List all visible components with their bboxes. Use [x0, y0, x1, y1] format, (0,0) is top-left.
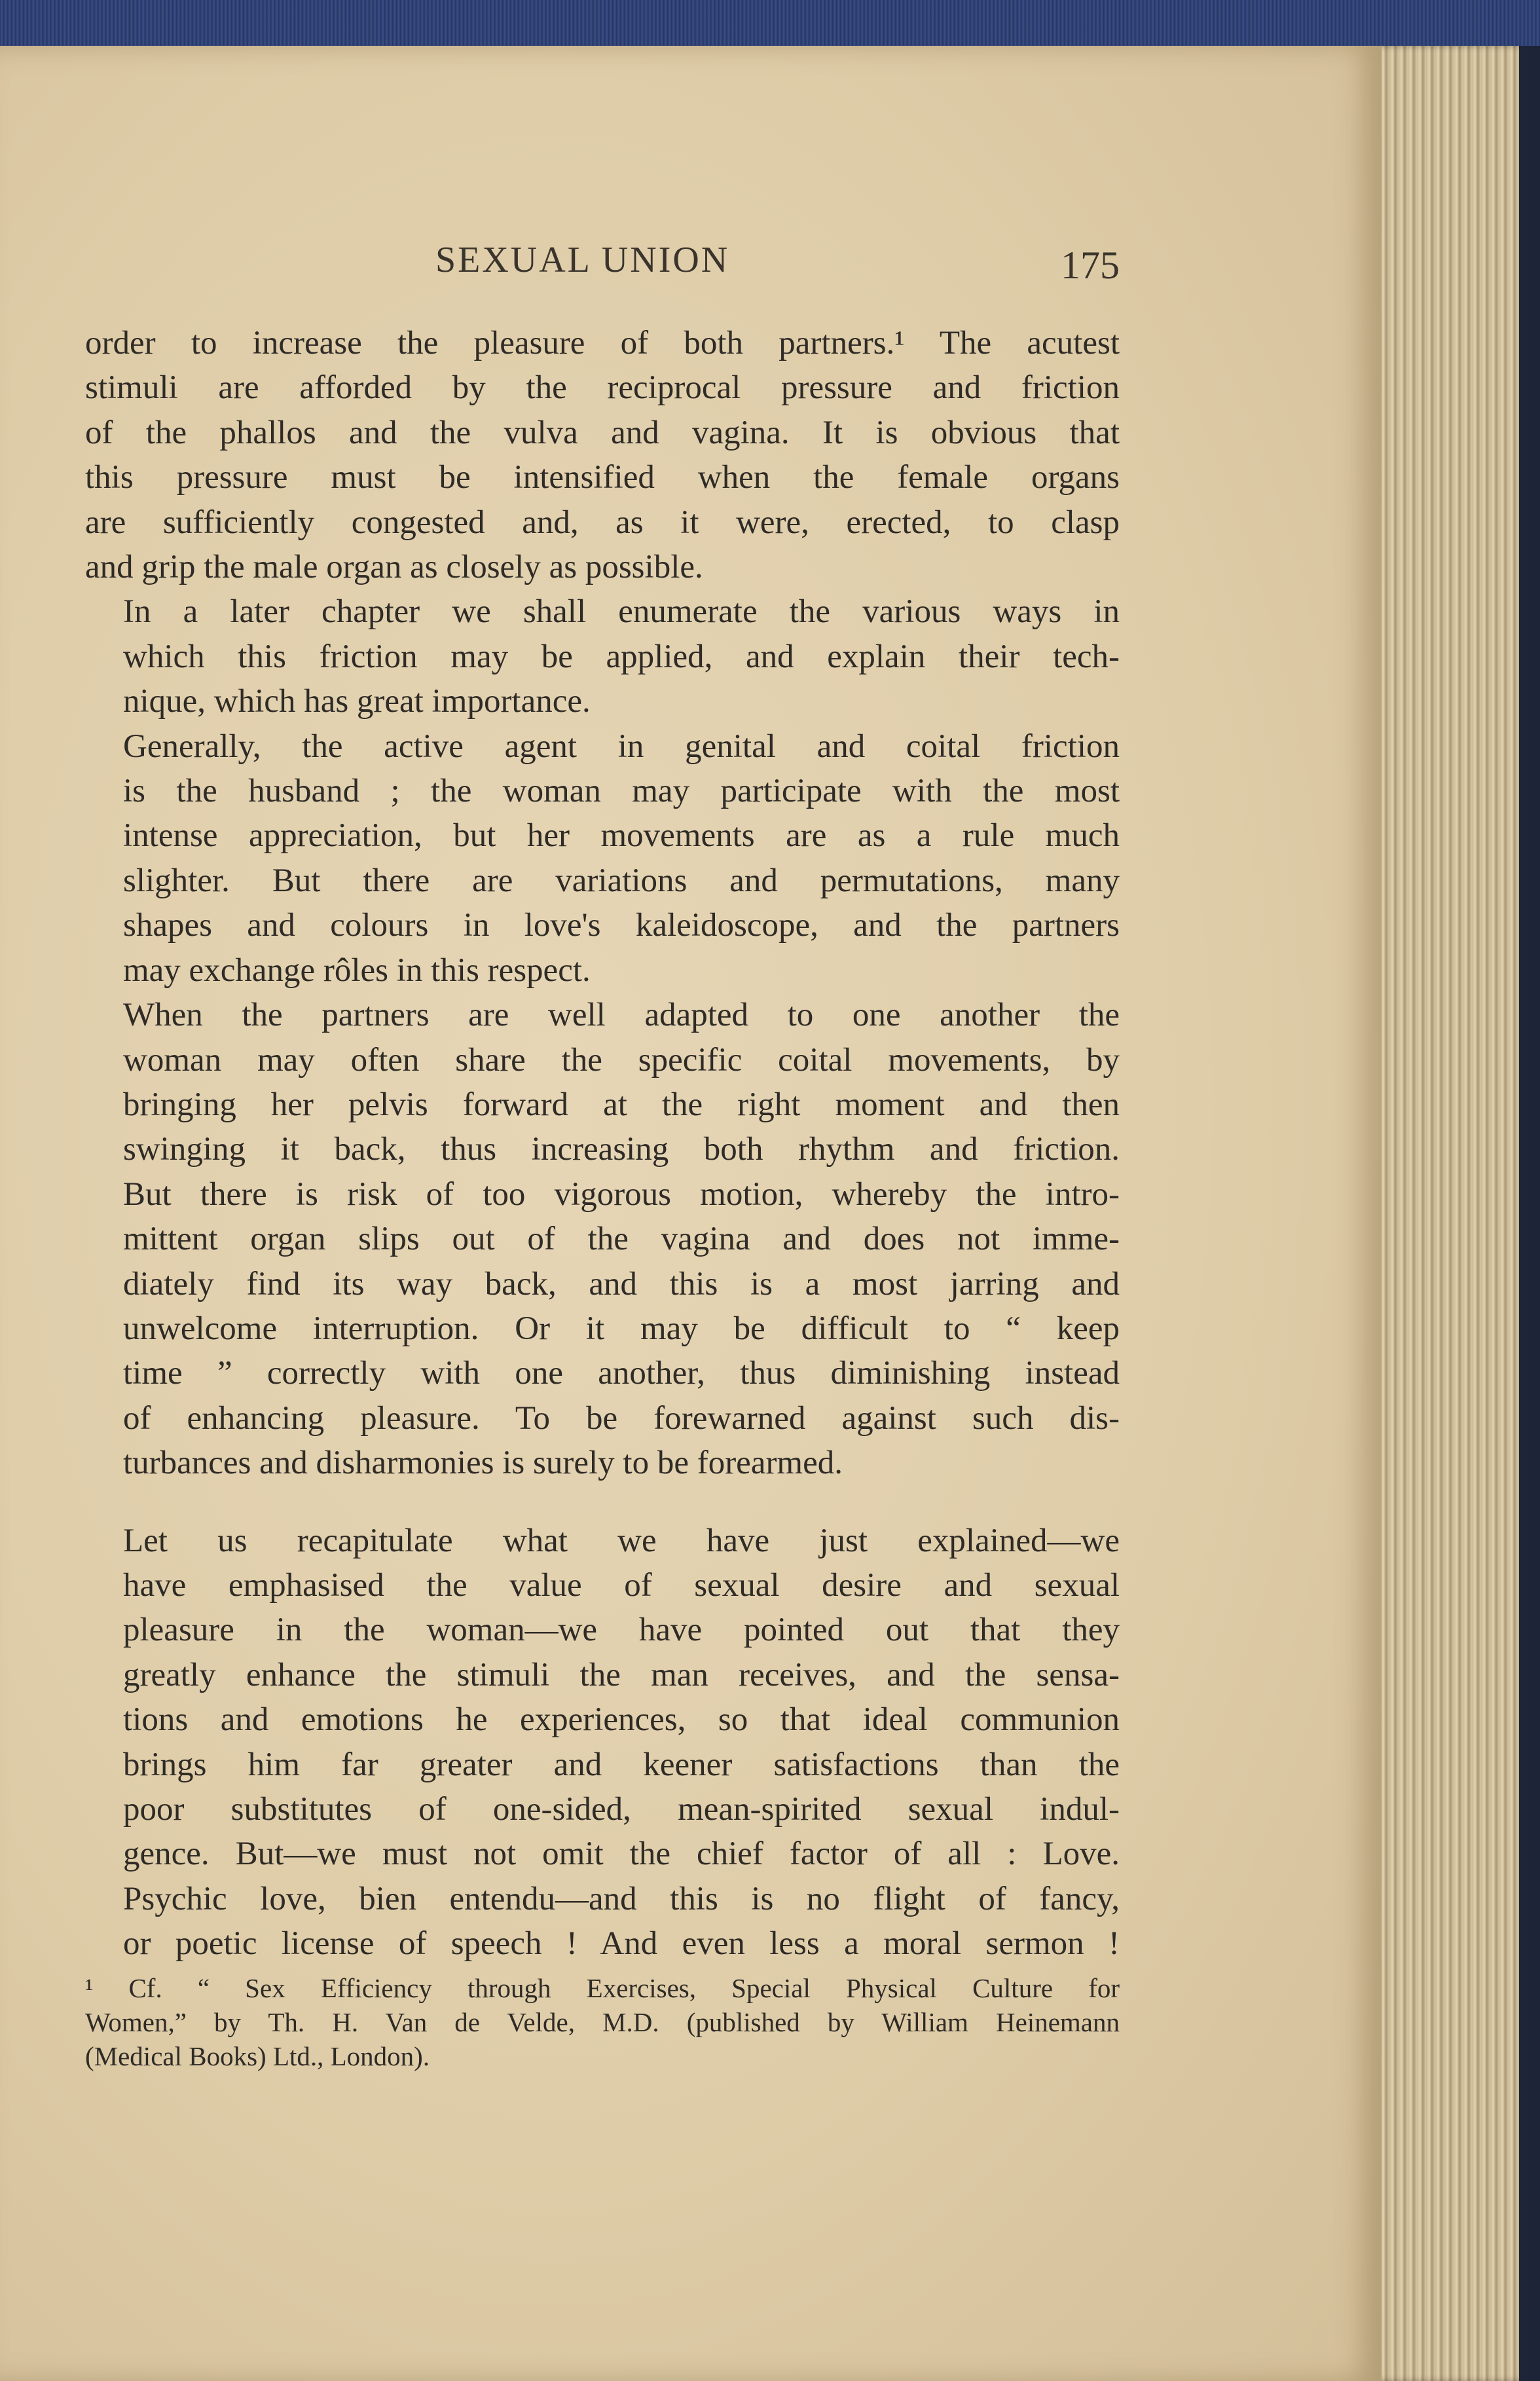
text-line: mittent organ slips out of the vagina and does not imme-	[123, 1221, 1120, 1258]
text-line: of enhancing pleasure. To be forewarned against such dis-	[123, 1399, 1120, 1437]
paragraph	[85, 1519, 1120, 1877]
text-line: stimuli are afforded by the reciprocal pressure and friction	[85, 369, 1120, 407]
text-line: of the phallos and the vulva and vagina. It is obvious that	[85, 414, 1120, 451]
text-line: In a later chapter we shall enumerate the various ways in	[123, 593, 1120, 631]
text-line: are sufficiently congested and, as it were, erected, to clasp	[85, 504, 1120, 541]
text-line: nique, which has great importance.	[123, 683, 591, 720]
footnote-line: (Medical Books) Ltd., London).	[85, 2041, 430, 2071]
text-line: gence. But—we must not omit the chief factor of all : Love.	[123, 1836, 1120, 1873]
text-line: woman may often share the specific coital movements, by	[123, 1041, 1120, 1079]
text-line: brings him far greater and keener satisfactions than the	[123, 1746, 1120, 1783]
footnote	[85, 1971, 1120, 2073]
text-line: Let us recapitulate what we have just explained—we	[123, 1522, 1120, 1559]
paragraph	[85, 724, 1120, 993]
text-line: swinging it back, thus increasing both rhythm and friction.	[123, 1131, 1120, 1168]
text-line: this pressure must be intensified when the female organs	[85, 459, 1120, 496]
paragraph	[85, 993, 1120, 1485]
text-line: Generally, the active agent in genital and coital friction	[123, 728, 1120, 765]
book-spine-top	[0, 0, 1540, 46]
page-header	[85, 239, 1120, 298]
text-line: When the partners are well adapted to one another the	[123, 997, 1120, 1034]
text-line: is the husband ; the woman may participate with the most	[123, 773, 1120, 810]
text-line: unwelcome interruption. Or it may be difficult to “ keep	[123, 1310, 1120, 1347]
footnote-line: Women,” by Th. H. Van de Velde, M.D. (published by William Heinemann	[85, 2007, 1120, 2037]
text-line: time ” correctly with one another, thus diminishing instead	[123, 1355, 1120, 1392]
text-line: pleasure in the woman—we have pointed out that they	[123, 1612, 1120, 1649]
text-line: which this friction may be applied, and explain their tech-	[123, 638, 1120, 675]
text-line: But there is risk of too vigorous motion, whereby the intro-	[123, 1175, 1120, 1213]
paragraph	[85, 589, 1120, 724]
page-edges	[1362, 46, 1519, 2381]
text-line: intense appreciation, but her movements are as a rule much	[123, 817, 1120, 855]
text-line: shapes and colours in love's kaleidoscope, and the partners	[123, 907, 1120, 944]
footnote-line: ¹ Cf. “ Sex Efficiency through Exercises, Special Physical Culture for	[85, 1973, 1120, 2003]
section-break	[85, 1486, 1120, 1519]
text-line: and grip the male organ as closely as possible.	[85, 549, 703, 586]
text-line: have emphasised the value of sexual desire and sexual	[123, 1566, 1120, 1604]
text-line: diately find its way back, and this is a most jarring and	[123, 1265, 1120, 1302]
text-line: or poetic license of speech ! And even less a moral sermon !	[123, 1925, 1120, 1963]
body-text	[85, 321, 1120, 1966]
text-line: bringing her pelvis forward at the right moment and then	[123, 1086, 1120, 1123]
text-line: Psychic love, bien entendu—and this is no flight of fancy,	[123, 1880, 1120, 1917]
text-line: poor substitutes of one-sided, mean-spirited sexual indul-	[123, 1791, 1120, 1828]
page-number: 175	[1061, 244, 1120, 287]
running-head: SEXUAL UNION	[435, 240, 730, 280]
text-line: turbances and disharmonies is surely to be forearmed.	[123, 1445, 843, 1482]
text-line: greatly enhance the stimuli the man receives, and the sensa-	[123, 1656, 1120, 1693]
text-line: may exchange rôles in this respect.	[123, 951, 591, 989]
text-line: slighter. But there are variations and permutations, many	[123, 862, 1120, 899]
text-line: tions and emotions he experiences, so that ideal communion	[123, 1701, 1120, 1739]
text-line: order to increase the pleasure of both partners.¹ The acutest	[85, 325, 1120, 361]
paragraph	[85, 1877, 1120, 1966]
paragraph	[85, 321, 1120, 589]
